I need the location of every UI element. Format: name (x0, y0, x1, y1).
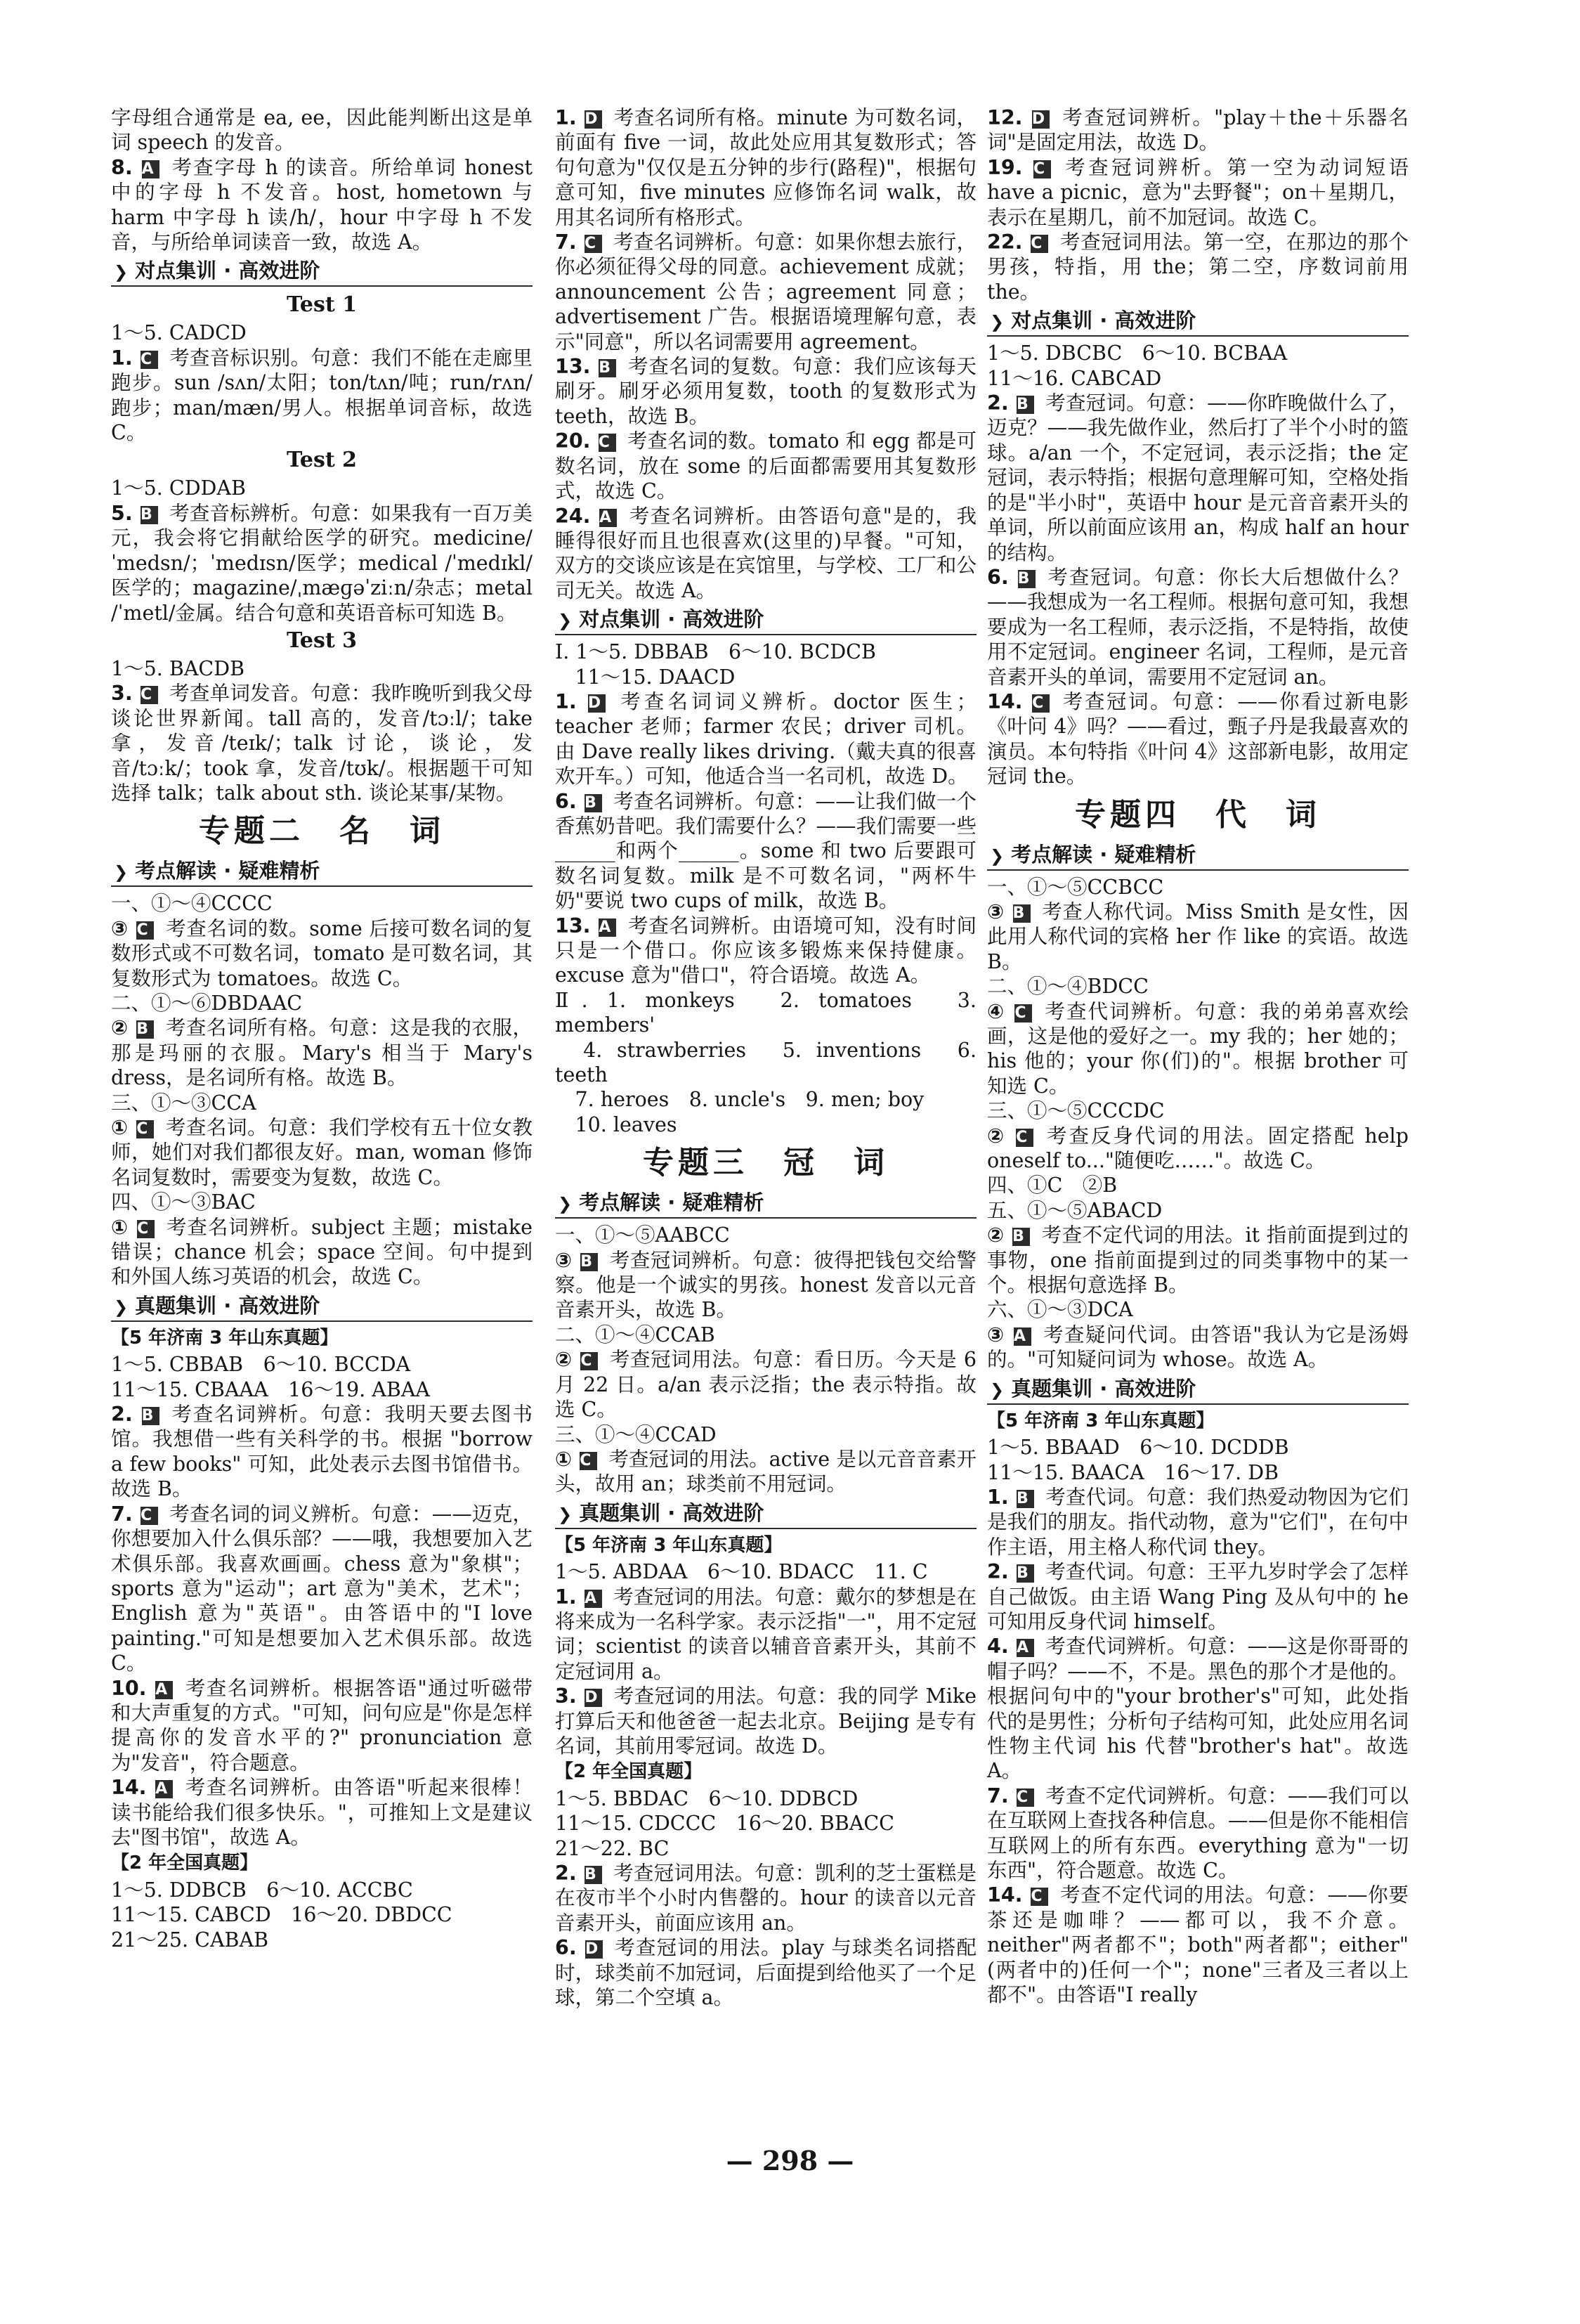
answer-explanation (987, 1485, 1409, 1559)
question-number: 8. (111, 155, 133, 179)
question-number: 13. (555, 914, 591, 937)
question-number: ④ (987, 999, 1006, 1023)
answer-line: Ⅱ. 1. monkeys 2. tomatoes 3. members' (555, 988, 977, 1037)
answer-line: 11～16. CABCAD (987, 366, 1162, 390)
answer-explanation (111, 1676, 533, 1776)
explanation-text: 考查代词。句意：我们热爱动物因为它们是我们的朋友。指代动物，意为"它们"，在句中作主语，用主格人称代词 they。 (987, 1485, 1409, 1559)
source-heading: 【5 年济南 3 年山东真题】 (987, 1410, 1215, 1432)
answer-explanation (555, 1585, 977, 1684)
section-header (555, 1500, 977, 1529)
test-heading: Test 3 (286, 628, 358, 653)
question-number: 12. (987, 106, 1023, 129)
answer-badge: B (580, 1253, 598, 1271)
explanation-text: 考查冠词用法。句意：看日历。今天是 6 月 22 日。a/an 表示泛指；the 表示特指。故选 C。 (555, 1348, 977, 1422)
test-heading: Test 2 (286, 448, 358, 473)
question-number: 2. (111, 1403, 133, 1427)
explanation-text: 考查代词辨析。句意：——这是你哥哥的帽子吗？——不，不是。黑色的那个才是他的。根据问句中的"your brother's"可知，此处指代的是男性；分析句子结构可知，此处应用名词性物主代词 his 代替"brother's hat"。故选 A。 (987, 1635, 1409, 1783)
chevron-right-icon: ❯ (558, 1504, 573, 1524)
question-number: 20. (555, 429, 591, 453)
answer-explanation (111, 1775, 533, 1850)
explanation-text: 考查名词。句意：我们学校有五十位女教师，她们对我们都很友好。man, woman 修饰名词复数时，需要变为复数，故选 C。 (111, 1116, 533, 1189)
answer-badge: C (580, 1452, 597, 1470)
answer-badge: B (585, 1866, 602, 1884)
answer-badge: B (141, 506, 158, 524)
explanation-text: 考查代词。句意：王平九岁时学会了怎样自己做饭。由主语 Wang Ping 及从句中的 he 可知用反身代词 himself。 (987, 1560, 1409, 1633)
section-header (555, 1189, 977, 1219)
answer-line: 1～5. DDBCB 6～10. ACCBC (111, 1878, 413, 1902)
explanation-text: 考查冠词的用法。句意：戴尔的梦想是在将来成为一名科学家。表示泛指"一"，用不定冠词；scientist 的读音以辅音音素开头，其前不定冠词用 a。 (555, 1585, 977, 1683)
answer-explanation (987, 391, 1409, 565)
question-number: 19. (987, 155, 1023, 179)
page-number: — 298 — (726, 2145, 854, 2176)
question-number: 2. (987, 391, 1009, 415)
answer-explanation (987, 230, 1409, 304)
answer-line: 7. heroes 8. uncle's 9. men; boy (555, 1088, 925, 1112)
section-header (987, 841, 1409, 871)
answer-badge: B (1013, 904, 1031, 923)
answer-explanation (555, 504, 977, 604)
question-number: 13. (555, 355, 591, 379)
answer-line: 三、①～⑤CCCDC (987, 1099, 1165, 1123)
explanation-text: 考查不定代词的用法。句意：——你要茶还是咖啡？——都可以，我不介意。neither"两者都不"；both"两者都"；either"(两者中的)任何一个"；none"三者及三者以上都不"。由答语"I really (987, 1883, 1409, 2007)
answer-explanation (111, 1215, 533, 1290)
section-header (987, 307, 1409, 337)
answer-badge: C (141, 1507, 158, 1525)
section-header (987, 1375, 1409, 1405)
explanation-text: 考查名词辨析。subject 主题；mistake 错误；chance 机会；space 空间。句中提到和外国人练习英语的机会，故选 C。 (111, 1215, 533, 1289)
answer-line: 一、①～⑤CCBCC (987, 875, 1164, 899)
section-header (111, 257, 533, 287)
answer-badge: B (142, 1407, 159, 1425)
answer-badge: B (1017, 396, 1034, 414)
answer-badge: D (585, 1689, 602, 1707)
answer-badge: C (1033, 160, 1051, 178)
explanation-text: 考查音标识别。句意：我们不能在走廊里跑步。sun /sʌn/太阳；ton/tʌn/吨；run/rʌn/跑步；man/mæn/男人。根据单词音标，故选 C。 (111, 346, 533, 445)
explanation-text: 考查名词辨析。由答语"听起来很棒！读书能给我们很多快乐。"，可推知上文是建议去"图书馆"，故选 A。 (111, 1776, 533, 1849)
answer-line: 1～5. ABDAA 6～10. BDACC 11. C (555, 1560, 928, 1584)
question-number: 14. (111, 1776, 147, 1800)
topic-heading: 专题四 代 词 (1075, 796, 1321, 833)
answer-badge: C (1031, 235, 1048, 253)
question-number: 6. (555, 1936, 577, 1960)
answer-badge: D (1032, 110, 1050, 129)
explanation-text: 考查冠词辨析。"play＋the＋乐器名词"是固定用法，故选 D。 (987, 106, 1409, 155)
answer-badge: C (580, 1352, 598, 1370)
explanation-text: 考查冠词辨析。第一空为动词短语 have a picnic，意为"去野餐"；on＋星期几，表示在星期几，前不加冠词。故选 C。 (987, 155, 1409, 229)
answer-explanation (555, 689, 977, 789)
question-number: 7. (987, 1784, 1009, 1807)
question-number: 2. (987, 1560, 1009, 1584)
question-number: 5. (111, 501, 133, 525)
topic-heading: 专题二 名 词 (199, 813, 445, 850)
source-heading: 【2 年全国真题】 (555, 1761, 703, 1783)
chevron-right-icon: ❯ (558, 1194, 573, 1214)
answer-badge: D (588, 694, 606, 713)
question-number: 1. (555, 1585, 577, 1609)
section-title: 真题集训 · 高效进阶 (1011, 1376, 1196, 1401)
answer-explanation (987, 1784, 1409, 1883)
answer-line: 四、①～③BAC (111, 1190, 256, 1214)
answer-line: 1～5. CDDAB (111, 476, 246, 500)
answer-badge: B (1018, 570, 1036, 588)
explanation-text: 考查人称代词。Miss Smith 是女性，因此用人称代词的宾格 her 作 like 的宾语。故选 B。 (987, 900, 1409, 973)
answer-line: 11～15. BAACA 16～17. DB (987, 1460, 1279, 1484)
answer-line: 1～5. CADCD (111, 321, 247, 345)
explanation-text: 考查不定代词的用法。it 指前面提到过的事物，one 指前面提到过的同类事物中的某一个。根据句意选择 B。 (987, 1223, 1409, 1297)
section-title: 对点集训 · 高效进阶 (579, 607, 764, 632)
answer-line: 1～5. CBBAB 6～10. BCCDA (111, 1353, 411, 1377)
explanation-text: 考查冠词的用法。active 是以元音音素开头，故用 an；球类前不用冠词。 (555, 1447, 977, 1496)
section-header (111, 857, 533, 887)
answer-badge: D (585, 1940, 603, 1959)
answer-badge: C (141, 686, 158, 704)
answer-badge: C (141, 351, 158, 369)
source-heading: 【5 年济南 3 年山东真题】 (111, 1327, 339, 1349)
explanation-text: 考查名词的数。some 后接可数名词的复数形式或不可数名词，tomato 是可数名词，其复数形式为 tomatoes。故选 C。 (111, 916, 533, 990)
answer-line: 三、①～③CCA (111, 1091, 256, 1115)
answer-badge: C (1031, 1888, 1048, 1906)
explanation-text: 考查名词辨析。句意：我明天要去图书馆。我想借一些有关科学的书。根据 "borrow a few books" 可知，此处表示去图书馆借书。故选 B。 (111, 1403, 533, 1501)
answer-badge: C (137, 1220, 155, 1238)
column-middle (555, 105, 977, 2010)
answer-badge: B (136, 1020, 154, 1039)
answer-badge: A (142, 160, 159, 178)
answer-line: 21～22. BC (555, 1836, 670, 1860)
explanation-text: 考查名词的数。tomato 和 egg 都是可数名词，放在 some 的后面都需要用其复数形式，故选 C。 (555, 429, 977, 503)
answer-badge: B (1012, 1228, 1030, 1246)
column-right (987, 105, 1409, 2007)
section-title: 考点解读 · 疑难精析 (1011, 842, 1196, 866)
explanation-text: 考查冠词。句意：——你昨晚做什么了，迈克？——我先做作业，然后打了半个小时的篮球。a/an 一个，不定冠词，表示泛指；the 定冠词，表示特指；根据句意理解可知，空格处指的是"半小时"，英语中 hour 是元音音素开头的单词，所以前面应该用 an，构成 half an hour 的结构。 (987, 391, 1409, 564)
answer-line: 11～15. CABCD 16～20. DBDCC (111, 1903, 452, 1927)
chevron-right-icon: ❯ (114, 862, 129, 883)
explanation-text: 考查名词辨析。句意：如果你想去旅行，你必须征得父母的同意。achievement 成就；announcement 公告；agreement 同意；advertisement 广告。根据语境理解句意，表示"同意"，所以名词需要用 agreement。 (555, 231, 977, 353)
answer-badge: C (1016, 1129, 1033, 1147)
answer-line: 一、①～④CCCC (111, 892, 273, 916)
explanation-text: 考查冠词辨析。句意：彼得把钱包交给警察。他是一个诚实的男孩。honest 发音以元音音素开头，故选 B。 (555, 1248, 977, 1322)
question-number: 4. (987, 1635, 1009, 1658)
answer-badge: D (585, 110, 602, 129)
question-number: 14. (987, 689, 1023, 713)
column-left (111, 105, 533, 1952)
answer-line: 1～5. BBAAD 6～10. DCDDB (987, 1436, 1289, 1460)
explanation-text: 考查名词的词义辨析。句意：——迈克，你想要加入什么俱乐部？——哦，我想要加入艺术俱乐部。我喜欢画画。chess 意为"象棋"；sports 意为"运动"；art 意为"美术，艺术"；English 意为"英语"。由答语中的"I love painting."可知是想要加入艺术俱乐部。故选 C。 (111, 1502, 533, 1675)
answer-line: 1～5. DBCBC 6～10. BCBAA (987, 342, 1288, 365)
chevron-right-icon: ❯ (990, 845, 1005, 866)
answer-explanation (555, 789, 977, 914)
question-number: 14. (987, 1883, 1023, 1907)
answer-explanation (555, 429, 977, 503)
answer-explanation (111, 155, 533, 255)
explanation-text: 考查名词词义辨析。doctor 医生；teacher 老师；farmer 农民；driver 司机。由 Dave really likes driving.（戴夫真的很喜欢开车。）可知，他适合当一名司机，故选 D。 (555, 689, 977, 788)
answer-badge: A (1014, 1327, 1031, 1346)
answer-line: 1～5. BBDAC 6～10. DDBCD (555, 1786, 858, 1810)
answer-explanation (987, 155, 1409, 230)
answer-line: 4. strawberries 5. inventions 6. teeth (555, 1038, 977, 1087)
answer-explanation (987, 1559, 1409, 1634)
explanation-text: 考查冠词的用法。句意：我的同学 Mike 打算后天和他爸爸一起去北京。Beijing 是专有名词，其前用零冠词。故选 D。 (555, 1684, 977, 1758)
answer-explanation (987, 565, 1409, 689)
explanation-text: 考查名词辨析。由语境可知，没有时间只是一个借口。你应该多锻炼来保持健康。excuse 意为"借口"，符合语境。故选 A。 (555, 914, 977, 987)
answer-line: 一、①～⑤AABCC (555, 1223, 730, 1247)
answer-explanation (111, 916, 533, 991)
question-number: 1. (987, 1485, 1009, 1509)
question-number: 10. (111, 1676, 147, 1700)
explanation-text: 考查单词发音。句意：我昨晚听到我父母谈论世界新闻。tall 高的，发音/tɔːl/；take 拿，发音/teɪk/；talk 讨论，谈论，发音/tɔːk/；took 拿，发音/tʊk/。根据题干可知选择 talk；talk about sth. 谈论某事/某物。 (111, 682, 533, 805)
answer-badge: C (599, 434, 616, 452)
chevron-right-icon: ❯ (990, 1380, 1005, 1400)
explanation-text: 考查名词辨析。由答语句意"是的，我睡得很好而且也很喜欢(这里的)早餐。"可知，双方的交谈应该是在宾馆里，与学校、工厂和公司无关。故选 A。 (555, 504, 977, 602)
answer-line: 1～5. BACDB (111, 656, 245, 680)
question-number: 1. (111, 346, 133, 370)
test-heading: Test 1 (286, 292, 358, 318)
answer-explanation (555, 1684, 977, 1758)
question-number: ③ (555, 1248, 573, 1272)
chevron-right-icon: ❯ (558, 611, 573, 631)
answer-line: 21～25. CABAB (111, 1928, 269, 1952)
answer-explanation (555, 1447, 977, 1497)
answer-line: 11～15. CDCCC 16～20. BBACC (555, 1812, 894, 1836)
question-number: ③ (111, 916, 129, 940)
answer-line: 二、①～④BDCC (987, 975, 1149, 999)
section-title: 真题集训 · 高效进阶 (135, 1293, 320, 1318)
explanation-text: 考查不定代词辨析。句意：——我们可以在互联网上查找各种信息。——但是你不能相信互联网上的所有东西。everything 意为"一切东西"，符合题意。故选 C。 (987, 1784, 1409, 1882)
answer-line: 四、①C ②B (987, 1174, 1118, 1197)
answer-badge: A (599, 918, 616, 937)
chevron-right-icon: ❯ (990, 312, 1005, 332)
answer-explanation (111, 1015, 533, 1090)
explanation-text: 考查名词辨析。句意：——让我们做一个香蕉奶昔吧。我们需要什么？——我们需要一些______和两个______。some 和 two 后要跟可数名词复数。milk 是不可数名词，"两杯牛奶"要说 two cups of milk，故选 B。 (555, 789, 977, 913)
explanation-text: 考查冠词。句意：——你看过新电影《叶问 4》吗？——看过，甄子丹是我最喜欢的演员。本句特指《叶问 4》这部新电影，故用定冠词 the。 (987, 689, 1409, 788)
question-number: 1. (555, 106, 577, 129)
answer-badge: A (1017, 1639, 1034, 1657)
section-title: 考点解读 · 疑难精析 (579, 1190, 764, 1215)
explanation-text: 考查名词的复数。句意：我们应该每天刷牙。刷牙必须用复数，tooth 的复数形式为 teeth，故选 B。 (555, 355, 977, 428)
explanation-text: 考查疑问代词。由答语"我认为它是汤姆的。"可知疑问词为 whose。故选 A。 (987, 1323, 1409, 1372)
explanation-text: 考查冠词的用法。play 与球类名词搭配时，球类前不加冠词，后面提到给他买了一个足球，第二个空填 a。 (555, 1936, 977, 2010)
answer-badge: B (1017, 1564, 1034, 1583)
answer-badge: A (599, 509, 617, 527)
answer-explanation (111, 1115, 533, 1190)
answer-badge: B (585, 794, 602, 812)
question-number: ③ (987, 900, 1005, 923)
answer-explanation (111, 1402, 533, 1502)
question-number: ③ (987, 1323, 1005, 1346)
answer-explanation (555, 230, 977, 354)
explanation-text: 考查名词辨析。根据答语"通过听磁带和大声重复的方式。"可知，问句应是"你是怎样提高你的发音水平的?" pronunciation 意为"发音"，符合题意。 (111, 1676, 533, 1774)
answer-badge: A (585, 1590, 602, 1608)
explanation-text: 考查名词所有格。句意：这是我的衣服，那是玛丽的衣服。Mary's 相当于 Mary's dress，是名词所有格。故选 B。 (111, 1016, 533, 1090)
question-number: 24. (555, 504, 591, 528)
source-heading: 【5 年济南 3 年山东真题】 (555, 1534, 783, 1556)
answer-badge: C (1014, 1004, 1032, 1023)
explanation-text: 考查冠词。句意：你长大后想做什么？——我想成为一名工程师。根据句意可知，我想要成为一名工程师，表示泛指，不是特指，故使用不定冠词。engineer 名词，工程师，是元音音素开头的单词，需要用不定冠词 an。 (987, 565, 1409, 689)
answer-explanation (987, 1634, 1409, 1783)
section-title: 对点集训 · 高效进阶 (135, 259, 320, 283)
answer-explanation (555, 105, 977, 230)
question-number: 3. (555, 1684, 577, 1708)
answer-explanation (555, 1347, 977, 1422)
answer-line: 10. leaves (555, 1112, 677, 1136)
answer-explanation (555, 914, 977, 988)
answer-explanation (987, 1223, 1409, 1297)
question-number: ② (987, 1223, 1005, 1247)
question-number: 7. (111, 1502, 133, 1526)
question-number: 3. (111, 682, 133, 706)
question-number: 1. (555, 689, 577, 713)
answer-line: 六、①～③DCA (987, 1298, 1133, 1322)
explanation-text: 考查字母 h 的读音。所给单词 honest 中的字母 h 不发音。host, hometown 与 harm 中字母 h 读/h/，hour 中字母 h 不发音，与所给单词读音一致，故选 A。 (111, 155, 533, 254)
question-number: 22. (987, 231, 1023, 254)
answer-explanation (111, 346, 533, 446)
answer-explanation (987, 999, 1409, 1099)
question-number: ② (555, 1348, 573, 1372)
answer-badge: C (1032, 694, 1050, 713)
answer-explanation (987, 1323, 1409, 1372)
answer-explanation (111, 501, 533, 625)
answer-explanation (111, 681, 533, 805)
answer-explanation (987, 900, 1409, 974)
explanation-text: 考查冠词用法。句意：凯利的芝士蛋糕是在夜市半个小时内售罄的。hour 的读音以元音音素开头，前面应该用 an。 (555, 1862, 977, 1935)
question-number: 6. (555, 789, 577, 813)
answer-line: 二、①～⑥DBDAAC (111, 991, 303, 1015)
answer-line: 字母组合通常是 ea, ee，因此能判断出这是单词 speech 的发音。 (111, 106, 533, 155)
answer-line: 五、①～⑤ABACD (987, 1198, 1163, 1222)
explanation-text: 考查音标辨析。句意：如果我有一百万美元，我会将它捐献给医学的研究。medicine/ˈmedsn/；ˈmedɪsn/医学；medical /ˈmedɪkl/医学的；magazine/ˌmæɡəˈziːn/杂志；metal /ˈmetl/金属。结合句意和英语音标可知选 B。 (111, 501, 533, 625)
answer-explanation (987, 1124, 1409, 1174)
answer-explanation (987, 105, 1409, 155)
question-number: ① (555, 1447, 573, 1471)
question-number: 6. (987, 565, 1009, 589)
section-title: 考点解读 · 疑难精析 (135, 859, 320, 883)
question-number: 2. (555, 1862, 577, 1885)
section-title: 对点集训 · 高效进阶 (1011, 309, 1196, 333)
answer-line: 二、①～④CCAB (555, 1323, 715, 1346)
answer-line: 三、①～④CCAD (555, 1422, 717, 1446)
source-heading: 【2 年全国真题】 (111, 1852, 259, 1874)
answer-badge: B (599, 359, 616, 377)
question-number: ① (111, 1215, 129, 1239)
question-number: ② (987, 1124, 1007, 1148)
answer-line: Ⅰ. 1～5. DBBAB 6～10. BCDCB (555, 640, 876, 664)
answer-badge: A (155, 1780, 173, 1798)
answer-explanation (555, 1861, 977, 1935)
explanation-text: 考查代词辨析。句意：我的弟弟喜欢绘画，这是他的爱好之一。my 我的；her 她的；his 他的；your 你(们)的"。根据 brother 可知选 C。 (987, 999, 1409, 1098)
answer-explanation (555, 1935, 977, 2010)
answer-explanation (111, 1502, 533, 1676)
answer-badge: C (1017, 1789, 1034, 1807)
answer-explanation (555, 1248, 977, 1323)
answer-badge: C (136, 1120, 154, 1138)
chevron-right-icon: ❯ (114, 262, 129, 283)
section-title: 真题集训 · 高效进阶 (579, 1500, 764, 1525)
question-number: ① (111, 1116, 129, 1139)
section-header (111, 1292, 533, 1322)
explanation-text: 考查名词所有格。minute 为可数名词，前面有 five 一词，故此处应用其复数形式；答句句意为"仅仅是五分钟的步行(路程)"，根据句意可知，five minutes 应修饰名词 walk，故用其名词所有格形式。 (555, 106, 977, 229)
answer-line: 11～15. DAACD (555, 665, 736, 689)
answer-explanation (555, 354, 977, 429)
section-header (555, 606, 977, 635)
answer-badge: C (136, 921, 154, 940)
answer-badge: A (155, 1681, 173, 1699)
answer-line: 11～15. CBAAA 16～19. ABAA (111, 1377, 430, 1401)
answer-badge: C (585, 235, 602, 253)
question-number: ② (111, 1016, 129, 1040)
topic-heading: 专题三 冠 词 (643, 1145, 889, 1181)
chevron-right-icon: ❯ (114, 1297, 129, 1317)
answer-badge: B (1017, 1490, 1034, 1508)
question-number: 7. (555, 231, 577, 254)
answer-explanation (987, 1883, 1409, 2007)
explanation-text: 考查反身代词的用法。固定搭配 help oneself to..."随便吃……"。故选 C。 (987, 1124, 1409, 1173)
answer-explanation (987, 689, 1409, 789)
explanation-text: 考查冠词用法。第一空，在那边的那个男孩，特指，用 the；第二空，序数词前用 the。 (987, 231, 1409, 304)
